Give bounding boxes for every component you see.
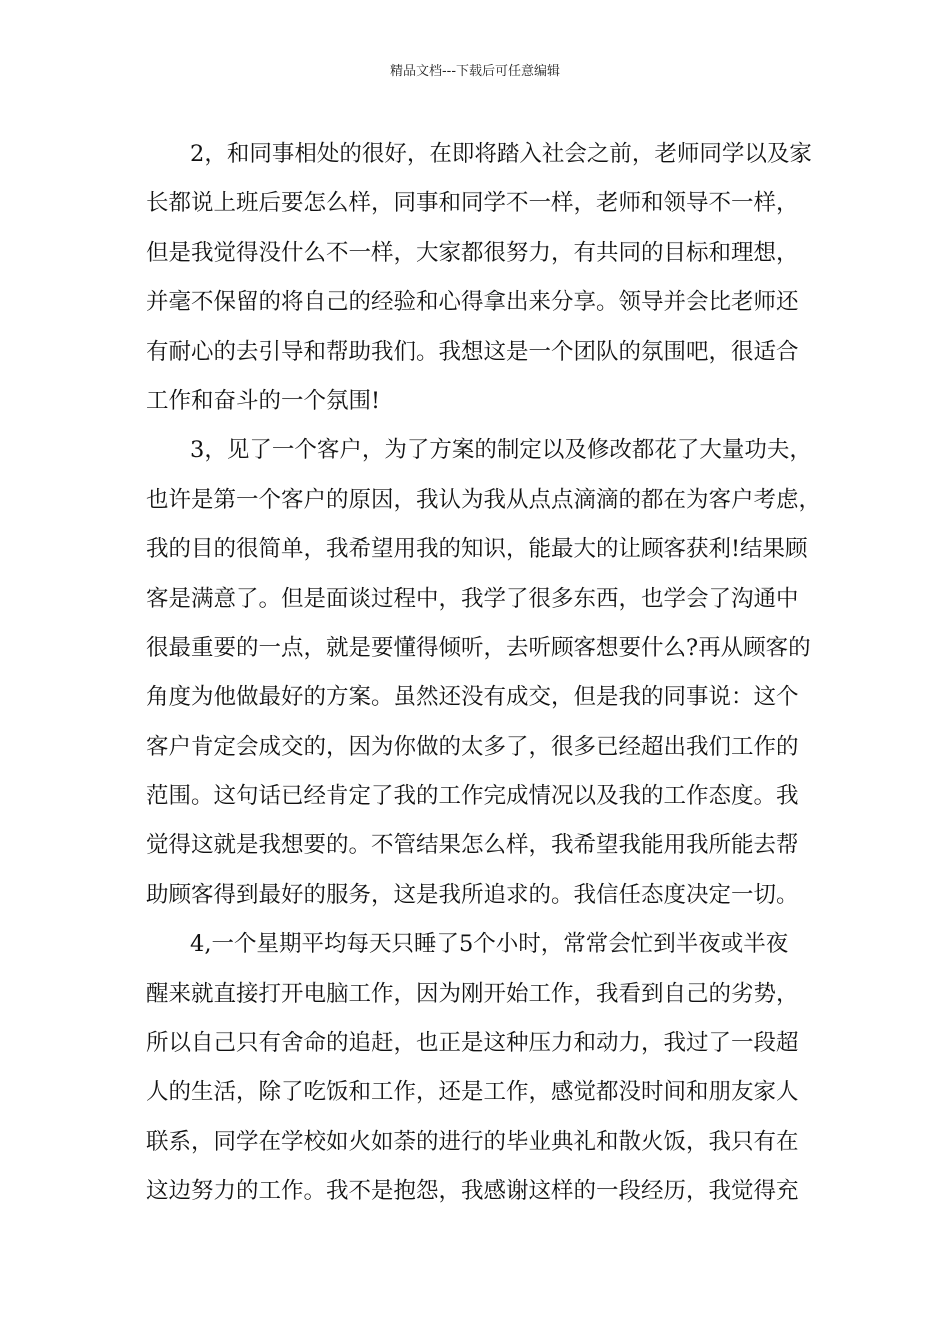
paragraph-line: 这边努力的工作。我不是抱怨，我感谢这样的一段经历，我觉得充 xyxy=(146,1178,799,1205)
paragraph-line: 并毫不保留的将自己的经验和心得拿出来分享。领导并会比老师还 xyxy=(146,289,799,316)
paragraph-line: 也许是第一个客户的原因，我认为我从点点滴滴的都在为客户考虑， xyxy=(146,486,822,513)
paragraph-line: 有耐心的去引导和帮助我们。我想这是一个团队的氛围吧，很适合 xyxy=(146,338,799,365)
paragraph-first-line: 2，和同事相处的很好，在即将踏入社会之前，老师同学以及家 xyxy=(190,141,812,167)
paragraph-line: 客是满意了。但是面谈过程中，我学了很多东西，也学会了沟通中 xyxy=(146,585,799,612)
paragraph-line: 觉得这就是我想要的。不管结果怎么样，我希望我能用我所能去帮 xyxy=(146,832,799,859)
document-body xyxy=(146,130,826,1217)
paragraph-line: 角度为他做最好的方案。虽然还没有成交，但是我的同事说：这个 xyxy=(146,684,799,711)
paragraph-line: 助顾客得到最好的服务，这是我所追求的。我信任态度决定一切。 xyxy=(146,881,799,908)
paragraph-first-line: 3，见了一个客户，为了方案的制定以及修改都花了大量功夫， xyxy=(190,437,812,464)
paragraph-line: 很最重要的一点，就是要懂得倾听，去听顾客想要什么?再从顾客的 xyxy=(146,634,811,661)
paragraph-line: 人的生活，除了吃饭和工作，还是工作，感觉都没时间和朋友家人 xyxy=(146,1079,799,1106)
paragraph-line: 所以自己只有舍命的追赶，也正是这种压力和动力，我过了一段超 xyxy=(146,1030,799,1057)
paragraph-line: 我的目的很简单，我希望用我的知识，能最大的让顾客获利!结果顾 xyxy=(146,536,808,563)
paragraph-line: 联系，同学在学校如火如荼的进行的毕业典礼和散火饭，我只有在 xyxy=(146,1128,799,1155)
page-header: 精品文档---下载后可任意编辑 xyxy=(389,64,561,79)
paragraph-line: 工作和奋斗的一个氛围! xyxy=(146,387,381,414)
paragraph-line: 长都说上班后要怎么样，同事和同学不一样，老师和领导不一样， xyxy=(146,190,799,217)
paragraph-line: 但是我觉得没什么不一样，大家都很努力，有共同的目标和理想， xyxy=(146,239,799,266)
paragraph-line: 范围。这句话已经肯定了我的工作完成情况以及我的工作态度。我 xyxy=(146,783,799,810)
paragraph-first-line: 4,一个星期平均每天只睡了5个小时，常常会忙到半夜或半夜 xyxy=(190,931,789,958)
paragraph-line: 醒来就直接打开电脑工作，因为刚开始工作，我看到自己的劣势， xyxy=(146,980,799,1007)
paragraph-line: 客户肯定会成交的，因为你做的太多了，很多已经超出我们工作的 xyxy=(146,733,799,760)
